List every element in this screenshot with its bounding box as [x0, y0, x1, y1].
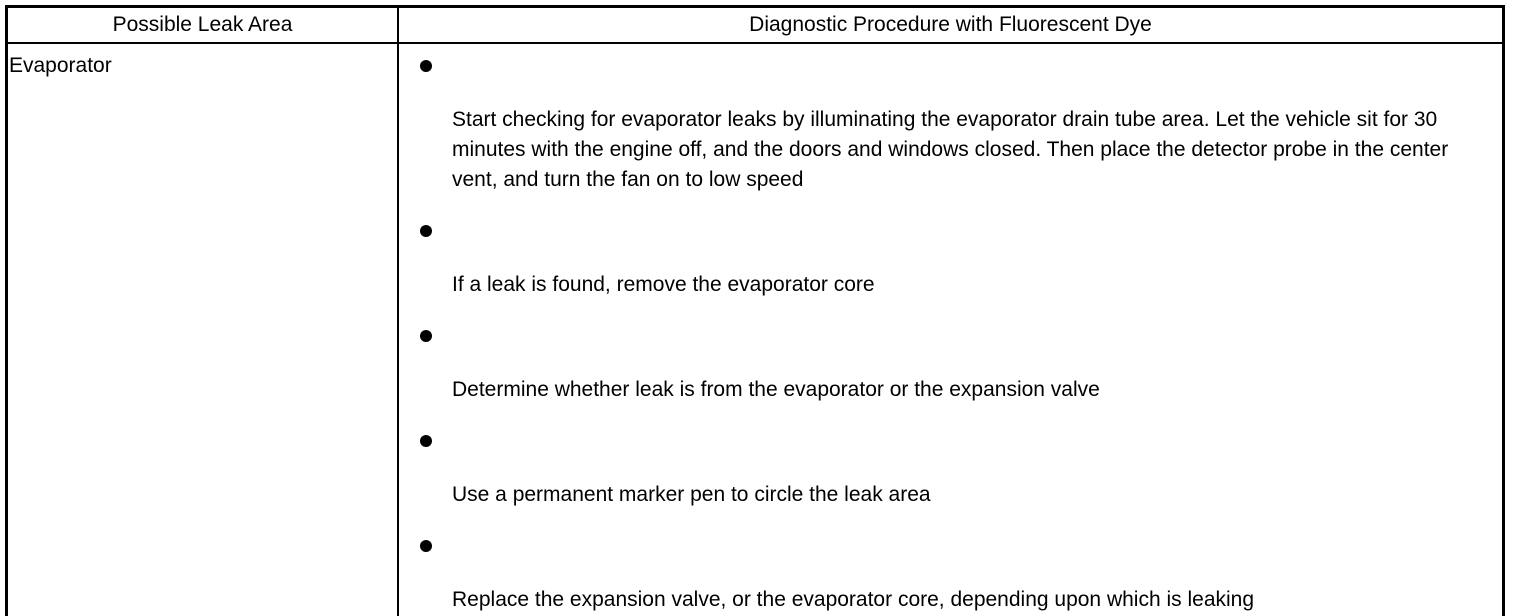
- bullet-icon: [420, 60, 432, 72]
- step-text: Use a permanent marker pen to circle the leak area: [452, 483, 931, 506]
- leak-diagnosis-table: [5, 5, 1505, 616]
- bullet-icon: [420, 435, 432, 447]
- header-diagnostic-procedure: Diagnostic Procedure with Fluorescent Dye: [749, 13, 1152, 36]
- header-possible-leak-area: Possible Leak Area: [112, 13, 293, 36]
- table-row: [8, 44, 1502, 616]
- step-text: Start checking for evaporator leaks by illuminating the evaporator drain tube area. Let the vehicle sit for 30 minutes with the engine off, and the doors and windows closed. Then place the detector probe in the center vent, and turn the fan on to low speed: [452, 108, 1449, 191]
- procedure-cell: [399, 44, 1502, 616]
- bullet-icon: [420, 225, 432, 237]
- bullet-icon: [420, 540, 432, 552]
- step-text: Replace the expansion valve, or the evaporator core, depending upon which is leaking: [452, 588, 1255, 611]
- leak-area-cell: Evaporator: [9, 54, 112, 77]
- table-header-row: [8, 8, 1502, 44]
- step-text: Determine whether leak is from the evaporator or the expansion valve: [452, 378, 1100, 401]
- bullet-icon: [420, 330, 432, 342]
- step-text: If a leak is found, remove the evaporator core: [452, 273, 875, 296]
